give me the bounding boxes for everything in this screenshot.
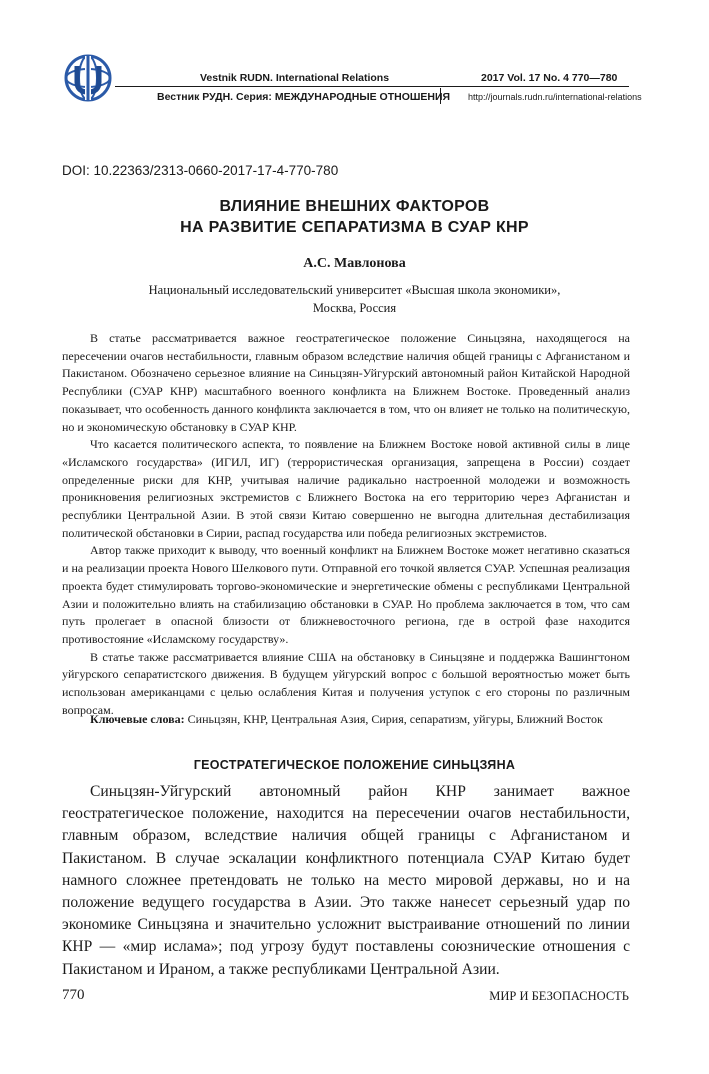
body-paragraph: Синьцзян-Уйгурский автономный район КНР занимает важное геостратегическое положение, находится на пересечении очагов нестабильности, главным образом, вследствие наличия общей границы с Афганистаном и Пакистаном. В случае эскалации конфликтного потенциала СУАР Китаю будет намного сложнее претендовать не только на место мировой державы, но и на положение ведущего государства в Азии. Это также нанесет серьезный удар по экономике Синьцзяна и значительно усложнит выстраивание отношений по линии КНР — «мир ислама»; под угрозу будут поставлены союзнические отношения с Пакистаном и Ираном, а также республиками Центральной Азии. <box>62 783 630 978</box>
journal-title-ru: Вестник РУДН. Серия: МЕЖДУНАРОДНЫЕ ОТНОШЕНИЯ <box>157 91 451 103</box>
page-number: 770 <box>62 987 85 1003</box>
abstract-paragraph: Автор также приходит к выводу, что военный конфликт на Ближнем Востоке может негативно сказаться и на реализации проекта Нового Шелкового пути. Отправной его точкой является СУАР. Успешная реализация проекта будет стимулировать торгово-экономические и энергетические обмены с республиками Центральной Азии и положительно влиять на стабилизацию обстановки в СУАР. Но проблема заключается в том, что сам путь пролегает в опасной близости от ближневосточного региона, где в острой фазе находится противостояние «Исламскому государству». <box>62 543 630 646</box>
header-rule <box>115 86 629 87</box>
abstract <box>62 330 630 719</box>
section-heading: ГЕОСТРАТЕГИЧЕСКОЕ ПОЛОЖЕНИЕ СИНЬЦЗЯНА <box>193 758 516 772</box>
abstract-paragraph: Что касается политического аспекта, то появление на Ближнем Востоке новой активной силы в лице «Исламского государства» (ИГИЛ, ИГ) (террористическая организация, запрещена в России) создает определенные риски для КНР, учитывая наличие радикально настроенной молодежи и возможность проникновения религиозных экстремистов с Ближнего Востока на его территорию через Афганистан и республики Центральной Азии. В этой связи Китаю совершенно не выгодна длительная дестабилизация политической обстановки в Сирии, распад государства или победа религиозных экстремистов. <box>62 437 630 540</box>
rudn-logo-icon <box>62 52 114 104</box>
affiliation-line-1: Национальный исследовательский университет «Высшая школа экономики», <box>148 283 561 297</box>
article-title-line-2: НА РАЗВИТИЕ СЕПАРАТИЗМА В СУАР КНР <box>180 219 529 236</box>
article-title-line-1: ВЛИЯНИЕ ВНЕШНИХ ФАКТОРОВ <box>219 198 490 215</box>
abstract-paragraph: В статье рассматривается важное геостратегическое положение Синьцзяна, находящегося на пересечении очагов нестабильности, главным образом вследствие наличия общей границы с Афганистаном и Пакистаном. Обозначено серьезное влияние на Синьцзян-Уйгурский автономный район Китайской Народной Республики (СУАР КНР) масштабного военного конфликта на Ближнем Востоке. Проведенный анализ показывает, что особенность данного конфликта заключается в том, что он влияет не только на политическую, но и экономическую обстановку в СУАР КНР. <box>62 331 630 434</box>
author-name: А.С. Мавлонова <box>303 256 406 271</box>
body-text <box>62 781 630 981</box>
journal-url[interactable]: http://journals.rudn.ru/international-relations <box>468 92 642 102</box>
running-footer: МИР И БЕЗОПАСНОСТЬ <box>489 989 629 1003</box>
affiliation-line-2: Москва, Россия <box>312 301 397 315</box>
keywords-list: Синьцзян, КНР, Центральная Азия, Сирия, сепаратизм, уйгуры, Ближний Восток <box>184 712 603 726</box>
journal-volume: 2017 Vol. 17 No. 4 770—780 <box>481 72 618 84</box>
abstract-paragraph: В статье также рассматривается влияние США на обстановку в Синьцзяне и поддержка Вашингтоном уйгурского сепаратистского движения. В будущем уйгурский вопрос с большой вероятностью может быть использован американцами с целью ослабления Китая и получения уступок с его стороны по различным вопросам. <box>62 649 630 717</box>
doi: DOI: 10.22363/2313-0660-2017-17-4-770-780 <box>62 163 339 178</box>
keywords-label: Ключевые слова: <box>90 712 185 726</box>
journal-title-en: Vestnik RUDN. International Relations <box>200 72 390 84</box>
keywords <box>62 711 630 729</box>
